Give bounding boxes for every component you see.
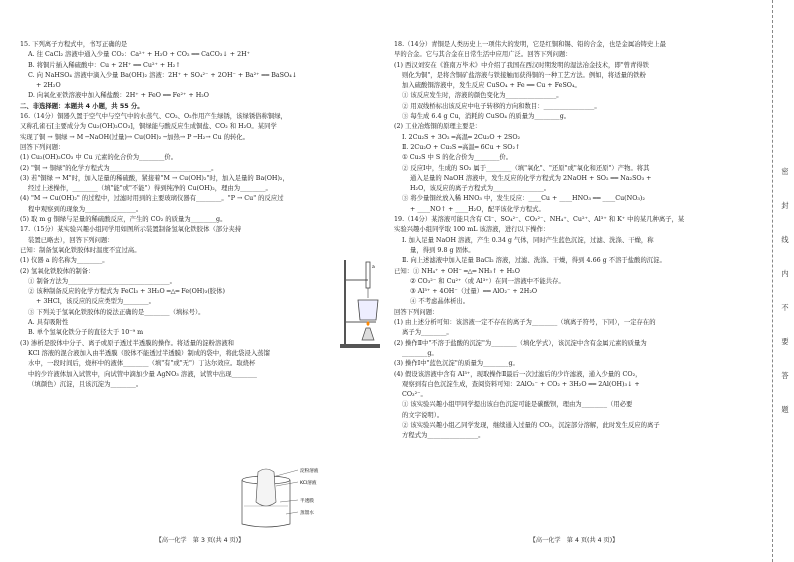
- text-line: 中的少许液体加入试管中，向试管中滴加少量 AgNO₃ 溶液，试管中出现________: [28, 370, 257, 378]
- seal-char: 线: [781, 235, 789, 244]
- text-line: (1) 由上述分析可知：该溶液一定不存在的离子为________（填离子符号，下同），一定存在的: [394, 319, 656, 327]
- seal-notice: [780, 155, 790, 427]
- text-line: 已知：制备氢氧化铁胶体时温度不宜过高。: [20, 246, 141, 254]
- left-footer: 【高一化学 第 3 页(共 4 页)】: [155, 537, 245, 544]
- dialysis-figure: [236, 462, 356, 532]
- text-line: ② 该种制备反应的化学方程式为 FeCl₃ + 3H₂O ═△═ Fe(OH)₃(胶体): [28, 288, 225, 296]
- text-line: D. 向氧化亚铁溶液中加入稀盐酸：2H⁺ + FeO ══ Fe²⁺ + H₂O: [28, 92, 209, 100]
- text-line: 实现了铜 → 铜绿 → M ─NaOH(过量)→ Cu(OH)₂ ─加热→ P ─H₂→ Cu 的转化。: [20, 133, 249, 141]
- text-line: KCl 溶液的混合液加入由半透膜（胶体不能透过半透膜）制成的袋中，将此袋浸入蒸馏: [28, 349, 270, 357]
- text-line: + 3HCl，该反应的反应类型为________。: [36, 298, 155, 306]
- seal-char: 要: [781, 337, 789, 346]
- text-line: 回答下列问题：: [394, 308, 439, 316]
- label-membrane: 半透膜: [300, 499, 314, 504]
- text-line: 量，得到 9.8 g 固体。: [410, 246, 475, 254]
- text-line: 回答下列问题：: [20, 143, 65, 151]
- text-line: ① 制备方法为________________________________。: [28, 277, 176, 285]
- text-line: ________g。: [402, 349, 438, 357]
- text-line: B. 单个氢氧化铁分子的直径大于 10⁻⁹ m: [28, 329, 144, 337]
- text-line: (5) 取 m g 铜绿与足量的稀硫酸反应，产生的 CO₂ 的质量为________g。: [20, 216, 227, 224]
- text-line: ③ 每生成 6.4 g Cu，消耗的 CuSO₄ 的质量为________g。: [402, 113, 571, 121]
- text-line: ① Cu₂S 中 S 的化合价为________价。: [402, 154, 513, 162]
- text-line: (2) 氢氧化铁胶体的制备：: [20, 267, 95, 275]
- text-line: C. 向 NaHSO₄ 溶液中滴入少量 Ba(OH)₂ 溶液：2H⁺ + SO₄²⁻ + 2OH⁻ + Ba²⁺ ══ BaSO₄↓: [28, 71, 298, 79]
- text-line: (2) 工业冶炼铜的原理主要是：: [394, 123, 482, 131]
- text-line: ② 反应Ⅰ中，生成的 SO₂ 属于________（填"氧化"、"还原"或"氧化和还原"）产物。将其: [402, 164, 650, 172]
- label-starch: 淀粉溶液: [300, 469, 319, 474]
- text-line: (2) 操作Ⅱ中"不溶于盐酸的沉淀"为________（填化学式），该沉淀中含有金属元素的质量为: [394, 339, 647, 347]
- text-line: (3) 渗析是胶体中分子、离子或原子透过半透膜的操作。将适量的淀粉溶液和: [20, 339, 235, 347]
- text-line: ① 该反应发生时，溶液的颜色变化为________________。: [402, 92, 563, 100]
- text-line: (3) 操作Ⅰ中"蓝色沉淀"的质量为________g。: [394, 360, 519, 368]
- text-line: 早的合金。它与其合金在日常生活中应用广泛。回答下列问题：: [394, 51, 572, 59]
- label-kcl: KCl溶液: [300, 481, 317, 486]
- seal-char: 答: [781, 371, 789, 380]
- text-line: 18.（14分）青铜是人类历史上一项伟大的发明，它是红铜和锡、铅的合金，也是金属冶铸史上最: [394, 41, 666, 48]
- text-line: ② 该实验兴趣小组乙同学发现，继续通入过量的 CO₂，沉淀部分溶解，此时发生反应的离子: [402, 421, 660, 429]
- seal-char: 密: [781, 167, 789, 176]
- text-line: ③ 将少量铜丝放入稀 HNO₃ 中，发生反应：____Cu + ____HNO₃ ══ ____Cu(NO₃)₂: [402, 195, 645, 203]
- text-line: + 2H₂O: [36, 82, 61, 90]
- text-line: （填颜色）沉淀，且该沉淀为________。: [28, 380, 143, 388]
- seal-char: 内: [781, 269, 789, 278]
- seal-line: [772, 0, 773, 562]
- text-line: B. 将铜片插入稀硫酸中：Cu + 2H⁺ ══ Cu²⁺ + H₂↑: [28, 61, 181, 69]
- text-line: 二、非选择题：本题共 4 小题，共 55 分。: [20, 102, 144, 110]
- text-line: 离子为________。: [402, 329, 453, 337]
- text-line: 装置已略去），回答下列问题：: [28, 236, 114, 244]
- text-line: ③ 下列关于氢氧化铁胶体的说法正确的是________（填标号）。: [28, 308, 205, 316]
- text-line: ① 该实验兴趣小组甲同学提出该白色沉淀可能是碳酸钡，理由为________（用必要: [402, 401, 633, 409]
- text-line: 又称孔雀石[主要成分为 Cu₂(OH)₂CO₃]，铜绿能与酸反应生成铜盐、CO₂ 和 H₂O。某同学: [20, 123, 277, 131]
- fe-colloid-apparatus: [336, 258, 384, 350]
- text-line: 16.（14分）铜器久置于空气中与空气中的水蒸气、CO₂、O₂作用产生绿锈，该绿锈俗称铜绿，: [20, 113, 287, 121]
- text-line: 加入硫酸铜溶液中，发生反应 CuSO₄ + Fe ══ Cu + FeSO₄。: [402, 82, 581, 90]
- text-line: CO₃²⁻。: [402, 391, 427, 399]
- text-line: 已知：① NH₄⁺ + OH⁻ ═△═ NH₃↑ + H₂O: [394, 267, 520, 275]
- text-line: ② 用双线桥标出该反应中电子转移的方向和数目：________________。: [402, 102, 601, 110]
- text-line: (3) 若"铜绿 → M"时，加入足量的稀硫酸，紧接着"M → Cu(OH)₂"时，加入足量的 Ba(OH)₂，: [20, 174, 289, 182]
- text-line: 通入足量的 NaOH 溶液中，发生反应的化学方程式为 2NaOH + SO₂ ══ Na₂SO₃ +: [410, 174, 652, 182]
- text-line: 程中观察到的现象为________________。: [28, 205, 143, 213]
- label-water: 蒸馏水: [300, 511, 314, 516]
- text-line: ③ Al³⁺ + 4OH⁻（过量）══ AlO₂⁻ + 2H₂O: [410, 288, 538, 296]
- text-line: ② CO₃²⁻ 和 Cu²⁺（或 Al³⁺）在同一溶液中不能共存。: [410, 277, 565, 285]
- text-line: Ⅰ. 2Cu₂S + 3O₂ ═高温═ 2Cu₂O + 2SO₂: [402, 133, 521, 141]
- text-line: 则化为铜"，是将含铜矿盐溶液与铁接触而获得铜的一种工艺方法。例如，将适量的铁粉: [402, 71, 646, 79]
- text-line: H₂O，该反应的离子方程式为________________。: [410, 185, 551, 193]
- seal-char: 封: [781, 201, 789, 210]
- text-line: 经过上述操作，________（填"能"或"不能"）得到纯净的 Cu(OH)₂，理由为________。: [28, 185, 272, 193]
- text-line: 实验兴趣小组同学取 100 mL 该溶液，进行以下操作：: [394, 226, 550, 234]
- text-line: Ⅱ. 向上述滤液中加入足量 BaCl₂ 溶液，过滤、洗涤、干燥，得到 4.66 g 不溶于盐酸的沉淀。: [402, 257, 666, 265]
- seal-char: 题: [781, 405, 789, 414]
- text-line: (2) "铜 → 铜绿"的化学方程式为________________________________。: [20, 164, 218, 172]
- right-footer: 【高一化学 第 4 页(共 4 页)】: [529, 537, 619, 544]
- text-line: 的文字说明）。: [402, 411, 444, 419]
- text-line: 方程式为________________。: [402, 432, 485, 440]
- text-line: + ____NO↑ + ____H₂O，配平该化学方程式。: [410, 205, 545, 213]
- apparatus-label-a: a: [372, 265, 375, 270]
- seal-char: 不: [781, 303, 789, 312]
- text-line: ④ 不考虑晶体析出。: [410, 298, 470, 306]
- text-line: A. 具有吸附性: [28, 319, 69, 327]
- text-line: 15. 下列离子方程式中，书写正确的是: [20, 41, 128, 48]
- right-page: [388, 0, 760, 562]
- text-line: Ⅱ. 2Cu₂O + Cu₂S ═高温═ 6Cu + SO₂↑: [402, 143, 521, 151]
- text-line: Ⅰ. 加入足量 NaOH 溶液，产生 0.34 g 气体，同时产生蓝色沉淀，过滤、洗涤、干燥，称: [402, 236, 654, 244]
- text-line: (1) 仪器 a 的名称为________。: [20, 257, 109, 265]
- text-line: 观察到有白色沉淀生成，查阅资料可知：2AlO₂⁻ + CO₂ + 3H₂O ══ 2Al(OH)₃↓ +: [402, 380, 640, 388]
- text-line: (1) 西汉刘安在《淮南万毕术》中介绍了我国在西汉时期发明的湿法冶金技术，即"曾青得铁: [394, 61, 649, 69]
- binding-margin: [764, 0, 794, 562]
- text-line: 19.（14分）某溶液可能只含有 Cl⁻、SO₄²⁻、CO₃²⁻、NH₄⁺、Cu²⁺、Al³⁺ 和 K⁺ 中的某几种离子，某: [394, 216, 685, 224]
- text-line: (4) "M → Cu(OH)₂" 的过程中，过滤时用到的主要玻璃仪器有________。"P → Cu" 的反应过: [20, 195, 284, 203]
- text-line: 17.（15分）某实验兴趣小组同学用如图所示装置制备氢氧化铁胶体（部分夹持: [20, 226, 242, 234]
- text-line: (1) Cu₂(OH)₂CO₃ 中 Cu 元素的化合价为________价。: [20, 154, 178, 162]
- text-line: 水中，一段时间后，烧杯中的液体________（填"有"或"无"）丁达尔效应。取烧杯: [28, 360, 256, 368]
- text-line: A. 往 CaCl₂ 溶液中通入少量 CO₂：Ca²⁺ + H₂O + CO₂ ══ CaCO₃↓ + 2H⁺: [28, 51, 251, 59]
- text-line: (4) 假设该溶液中含有 Al³⁺，现取操作Ⅱ最后一次过滤后的少许滤液，通入少量的 CO₂，: [394, 370, 642, 378]
